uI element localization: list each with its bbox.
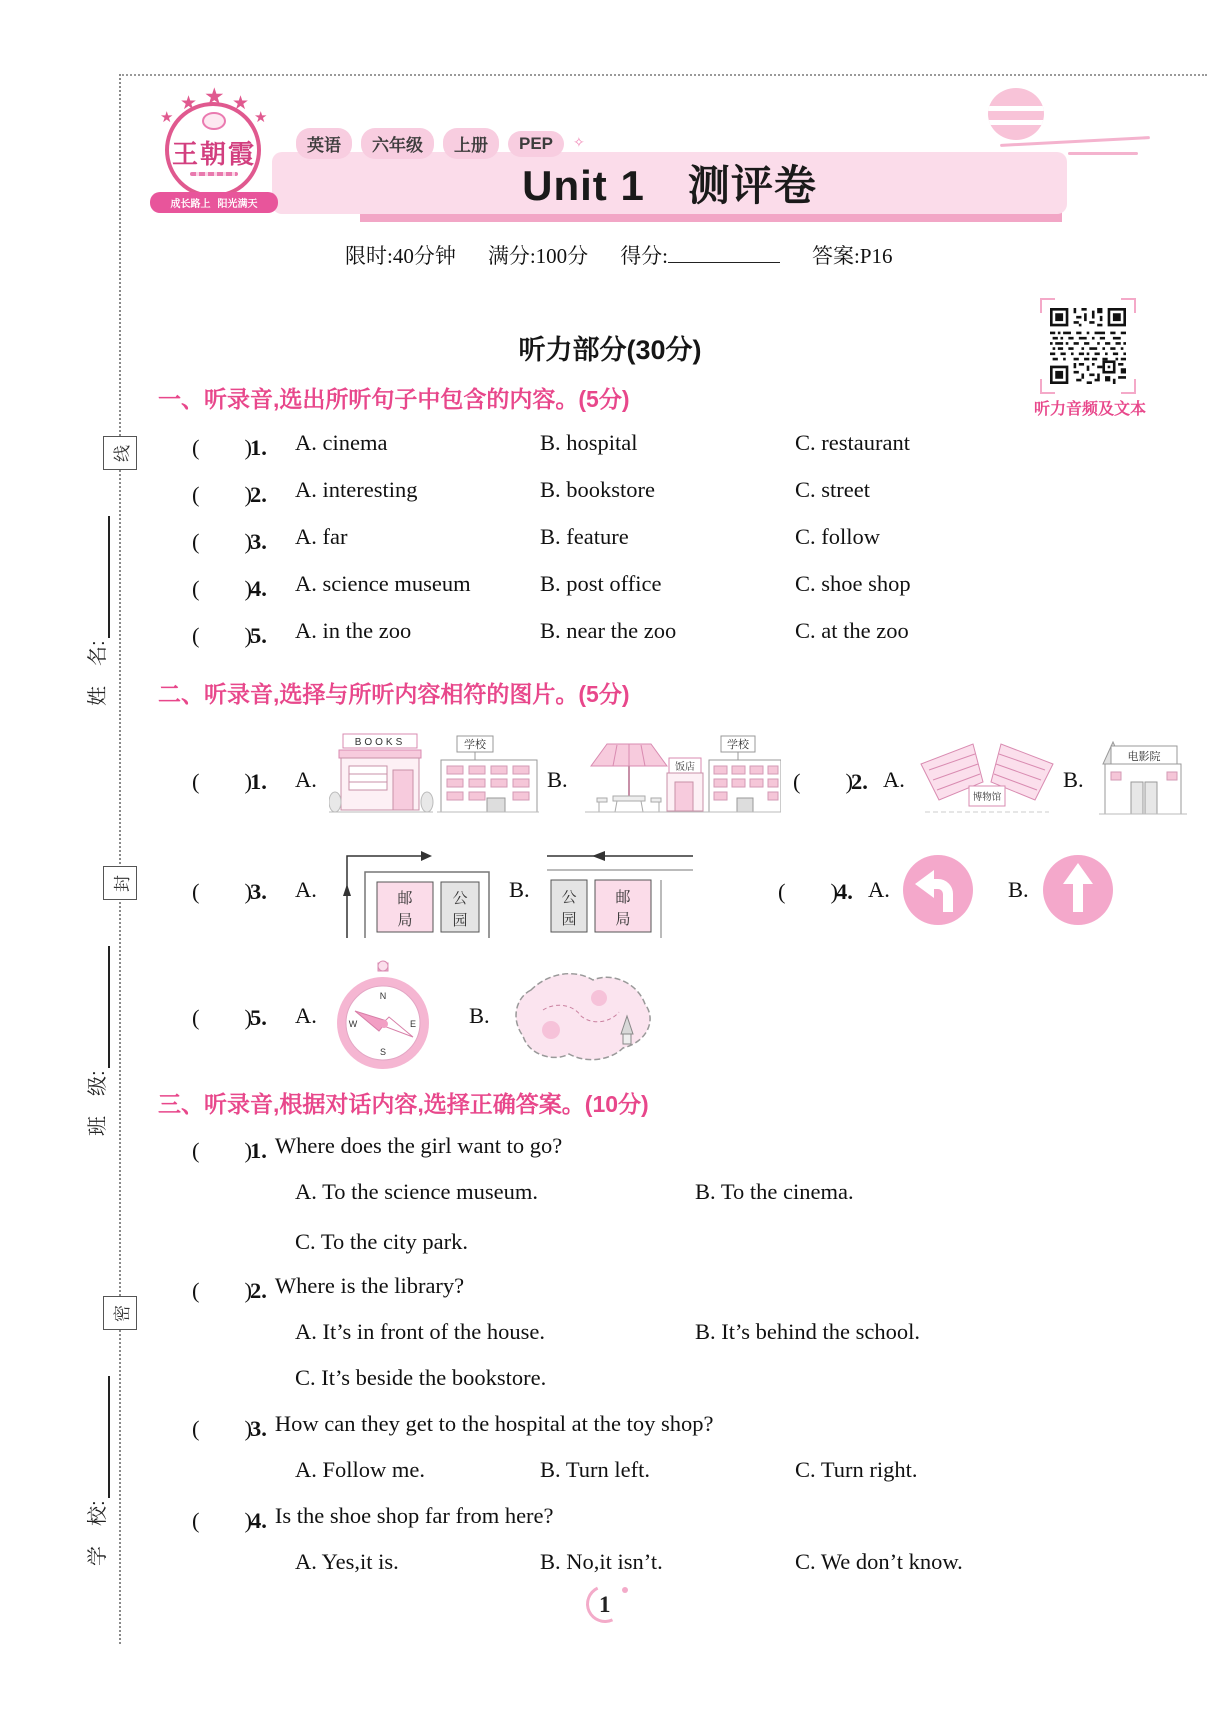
section3-question — [192, 1133, 1172, 1165]
answer-slot — [192, 1503, 275, 1535]
tag-edition: PEP — [508, 131, 564, 157]
question-number: 2. — [851, 769, 868, 794]
section3-question — [192, 1273, 1172, 1305]
page-number — [586, 1585, 630, 1629]
full-score: 满分:100分 — [487, 244, 589, 268]
brand-logo — [156, 84, 272, 232]
option-a: A. To the science museum. — [295, 1179, 538, 1204]
question-number: 1. — [250, 435, 267, 460]
question-number: 3. — [250, 1416, 267, 1441]
cinema-sign-label: 电影院 — [1127, 751, 1161, 763]
score-label: 得分: — [620, 244, 669, 268]
tag-subject: 英语 — [296, 128, 352, 159]
option-b: B. It’s behind the school. — [695, 1319, 920, 1344]
listening-part-title: 听力部分(30分) — [518, 335, 702, 365]
option-c: C. It’s beside the bookstore. — [295, 1365, 547, 1390]
logo-ribbon — [150, 192, 278, 213]
option-a-label: A. — [883, 767, 905, 792]
answer-parentheses: ( ) — [192, 482, 252, 507]
name-blank-line — [90, 516, 110, 638]
seal-line-left — [119, 74, 121, 1644]
logo-slogan-scribble — [190, 172, 238, 176]
option-b: B. near the zoo — [540, 618, 677, 643]
option-a: A. cinema — [295, 430, 388, 455]
answer-parentheses: ( ) — [192, 576, 252, 601]
student-school-field — [80, 1316, 110, 1566]
section1-item — [192, 430, 1172, 462]
answer-parentheses: ( ) — [192, 879, 252, 904]
section3-options — [192, 1179, 1172, 1205]
star-icon: ★ — [254, 108, 268, 126]
question-text: Where does the girl want to go? — [274, 1133, 563, 1158]
section3-question — [192, 1503, 1172, 1535]
answer-parentheses: ( ) — [192, 1005, 252, 1030]
answer-parentheses: ( ) — [192, 435, 252, 460]
answer-slot — [192, 1411, 275, 1443]
school-sign-label: 学校 — [727, 739, 749, 751]
time-limit: 限时:40分钟 — [345, 244, 456, 268]
answer-parentheses: ( ) — [192, 529, 252, 554]
bookstore-and-school-image — [329, 732, 539, 828]
option-b: B. No,it isn’t. — [540, 1549, 663, 1574]
option-a: A. far — [295, 524, 348, 549]
option-a: A. science museum — [295, 571, 471, 596]
star-icon: ★ — [180, 92, 198, 114]
school-illustration — [705, 736, 781, 812]
option-a: A. Follow me. — [295, 1457, 426, 1482]
answer-slot — [192, 618, 295, 650]
section3-options — [192, 1319, 1172, 1345]
go-straight-sign-icon — [1042, 854, 1114, 926]
option-b: B. hospital — [540, 430, 638, 455]
answer-parentheses: ( ) — [778, 879, 838, 904]
answer-parentheses: ( ) — [793, 769, 853, 794]
page-number-dot-decoration — [622, 1587, 628, 1593]
map-image — [503, 964, 668, 1069]
answer-slot — [192, 1133, 275, 1165]
option-b: B. feature — [540, 524, 629, 549]
option-c: C. We don’t know. — [795, 1549, 963, 1574]
restaurant-sign-label: 饭店 — [675, 762, 695, 773]
option-c: C. Turn right. — [795, 1457, 918, 1482]
seal-char: 线 — [112, 444, 132, 462]
section1-item — [192, 618, 1172, 650]
score-blank-line — [668, 245, 780, 263]
post-office-park-map-b — [543, 842, 698, 938]
seal-line-top — [119, 74, 1207, 76]
question-number: 5. — [250, 1005, 267, 1030]
school-illustration — [437, 736, 539, 812]
answer-slot — [192, 764, 295, 796]
answer-slot — [192, 477, 295, 509]
ribbon-text-left: 成长路上 — [170, 199, 211, 210]
option-c: C. To the city park. — [295, 1229, 468, 1254]
compass-image — [329, 959, 437, 1073]
question-text: How can they get to the hospital at the toy shop? — [274, 1411, 714, 1436]
answer-parentheses: ( ) — [192, 1508, 252, 1533]
answer-parentheses: ( ) — [192, 1138, 252, 1163]
question-text: Where is the library? — [274, 1273, 465, 1298]
answer-slot — [192, 571, 295, 603]
option-c: C. at the zoo — [795, 618, 909, 643]
museum-sign-label: 博物馆 — [972, 792, 1002, 803]
page-number-value: 1 — [599, 1592, 611, 1617]
section2-picture-row — [192, 956, 668, 1076]
seal-char-box — [103, 436, 137, 470]
post-office-label: 局 — [615, 911, 631, 928]
answer-parentheses: ( ) — [192, 1278, 252, 1303]
section1-item — [192, 571, 1172, 603]
question-number: 2. — [250, 482, 267, 507]
cinema-image — [1097, 734, 1189, 826]
option-a: A. in the zoo — [295, 618, 412, 643]
question-number: 1. — [250, 1138, 267, 1163]
option-a: A. Yes,it is. — [295, 1549, 399, 1574]
books-sign-label: BOOKS — [354, 737, 406, 748]
star-icon: ★ — [204, 84, 225, 110]
option-a-label: A. — [295, 877, 317, 902]
answer-parentheses: ( ) — [192, 1416, 252, 1441]
section1-item — [192, 477, 1172, 509]
cloud-line-decoration — [1068, 152, 1138, 155]
question-number: 3. — [250, 529, 267, 554]
option-b-label: B. — [1008, 877, 1029, 902]
seal-char-box — [103, 866, 137, 900]
sparkle-icon: ✧ — [573, 136, 585, 151]
restaurant-illustration — [585, 744, 705, 812]
star-icon: ★ — [160, 108, 174, 126]
section3-options — [192, 1457, 1172, 1483]
option-b: B. bookstore — [540, 477, 655, 502]
title-banner — [272, 152, 1067, 214]
seal-char: 封 — [112, 874, 132, 892]
answer-slot — [192, 430, 295, 462]
option-c: C. street — [795, 477, 870, 502]
park-label: 公 — [561, 889, 577, 906]
tag-volume: 上册 — [443, 128, 499, 159]
park-label: 园 — [452, 912, 468, 929]
option-b: B. To the cinema. — [695, 1179, 854, 1204]
compass-west-label: W — [348, 1019, 358, 1029]
seal-char-box — [103, 1296, 137, 1330]
school-blank-line — [90, 1376, 110, 1498]
student-name-field — [80, 456, 110, 706]
turn-left-sign-icon — [902, 854, 974, 926]
option-b-label: B. — [1063, 767, 1084, 792]
section3-question — [192, 1411, 1172, 1443]
student-class-field — [80, 886, 110, 1136]
qr-caption: 听力音频及文本 — [1033, 401, 1146, 418]
option-a-label: A. — [295, 1003, 317, 1028]
option-a-label: A. — [868, 877, 890, 902]
class-label: 班 级: — [87, 1070, 109, 1136]
star-icon: ★ — [232, 92, 250, 114]
school-label: 学 校: — [87, 1500, 109, 1566]
compass-north-label: N — [379, 991, 387, 1001]
edition-tags — [296, 128, 585, 159]
question-text: Is the shoe shop far from here? — [274, 1503, 554, 1528]
option-b: B. Turn left. — [540, 1457, 651, 1482]
question-number: 2. — [250, 1278, 267, 1303]
option-c: C. follow — [795, 524, 881, 549]
section3-options — [192, 1549, 1172, 1575]
park-label: 园 — [561, 911, 577, 928]
compass-east-label: E — [409, 1019, 417, 1029]
section2-picture-row — [192, 840, 1114, 940]
exam-meta — [345, 240, 893, 270]
moon-decoration-icon — [988, 88, 1044, 140]
section3-options — [192, 1365, 1172, 1391]
answer-slot — [192, 1273, 275, 1305]
option-a: A. interesting — [295, 477, 418, 502]
answer-parentheses: ( ) — [192, 769, 252, 794]
museum-image — [917, 734, 1057, 826]
brand-name: 王朝霞 — [171, 140, 256, 169]
post-office-label: 局 — [397, 912, 413, 929]
section1-heading: 一、听录音,选出所听句子中包含的内容。(5分) — [158, 386, 630, 412]
option-b-label: B. — [469, 1003, 490, 1028]
option-b: B. post office — [540, 571, 662, 596]
answer-slot — [192, 1000, 295, 1032]
option-a: A. It’s in front of the house. — [295, 1319, 545, 1344]
answer-slot — [192, 524, 295, 556]
page-title: Unit 1 测评卷 — [522, 162, 817, 209]
score-field — [620, 240, 780, 270]
question-number: 3. — [250, 879, 267, 904]
section3-options — [192, 1229, 1172, 1255]
question-number: 5. — [250, 623, 267, 648]
post-office-label: 邮 — [615, 889, 631, 906]
answer-parentheses: ( ) — [192, 623, 252, 648]
ribbon-text-right: 阳光满天 — [217, 199, 258, 210]
class-blank-line — [90, 946, 110, 1068]
tag-grade: 六年级 — [361, 128, 434, 159]
answer-slot — [192, 874, 295, 906]
post-office-label: 邮 — [397, 890, 413, 907]
seal-char: 密 — [112, 1304, 132, 1322]
section3-heading: 三、听录音,根据对话内容,选择正确答案。(10分) — [158, 1091, 649, 1117]
logo-face-icon — [202, 112, 226, 130]
option-b-label: B. — [509, 877, 530, 902]
option-c: C. restaurant — [795, 430, 910, 455]
qr-code-icon — [1050, 308, 1126, 384]
section2-picture-row — [192, 724, 1189, 836]
section2-heading: 二、听录音,选择与所听内容相符的图片。(5分) — [158, 681, 630, 707]
question-number: 4. — [836, 879, 853, 904]
question-number: 4. — [250, 1508, 267, 1533]
park-label: 公 — [452, 890, 468, 907]
section1-item — [192, 524, 1172, 556]
answer-slot — [778, 874, 868, 906]
option-a-label: A. — [295, 767, 317, 792]
bookstore-illustration — [329, 734, 433, 812]
restaurant-and-school-image — [581, 732, 781, 828]
post-office-park-map-a — [329, 842, 499, 938]
option-b-label: B. — [547, 767, 568, 792]
school-sign-label: 学校 — [464, 739, 486, 751]
answer-ref: 答案:P16 — [812, 244, 893, 268]
question-number: 4. — [250, 576, 267, 601]
name-label: 姓 名: — [87, 640, 109, 706]
compass-south-label: S — [379, 1047, 387, 1057]
question-number: 1. — [250, 769, 267, 794]
answer-slot — [793, 764, 883, 796]
option-c: C. shoe shop — [795, 571, 911, 596]
